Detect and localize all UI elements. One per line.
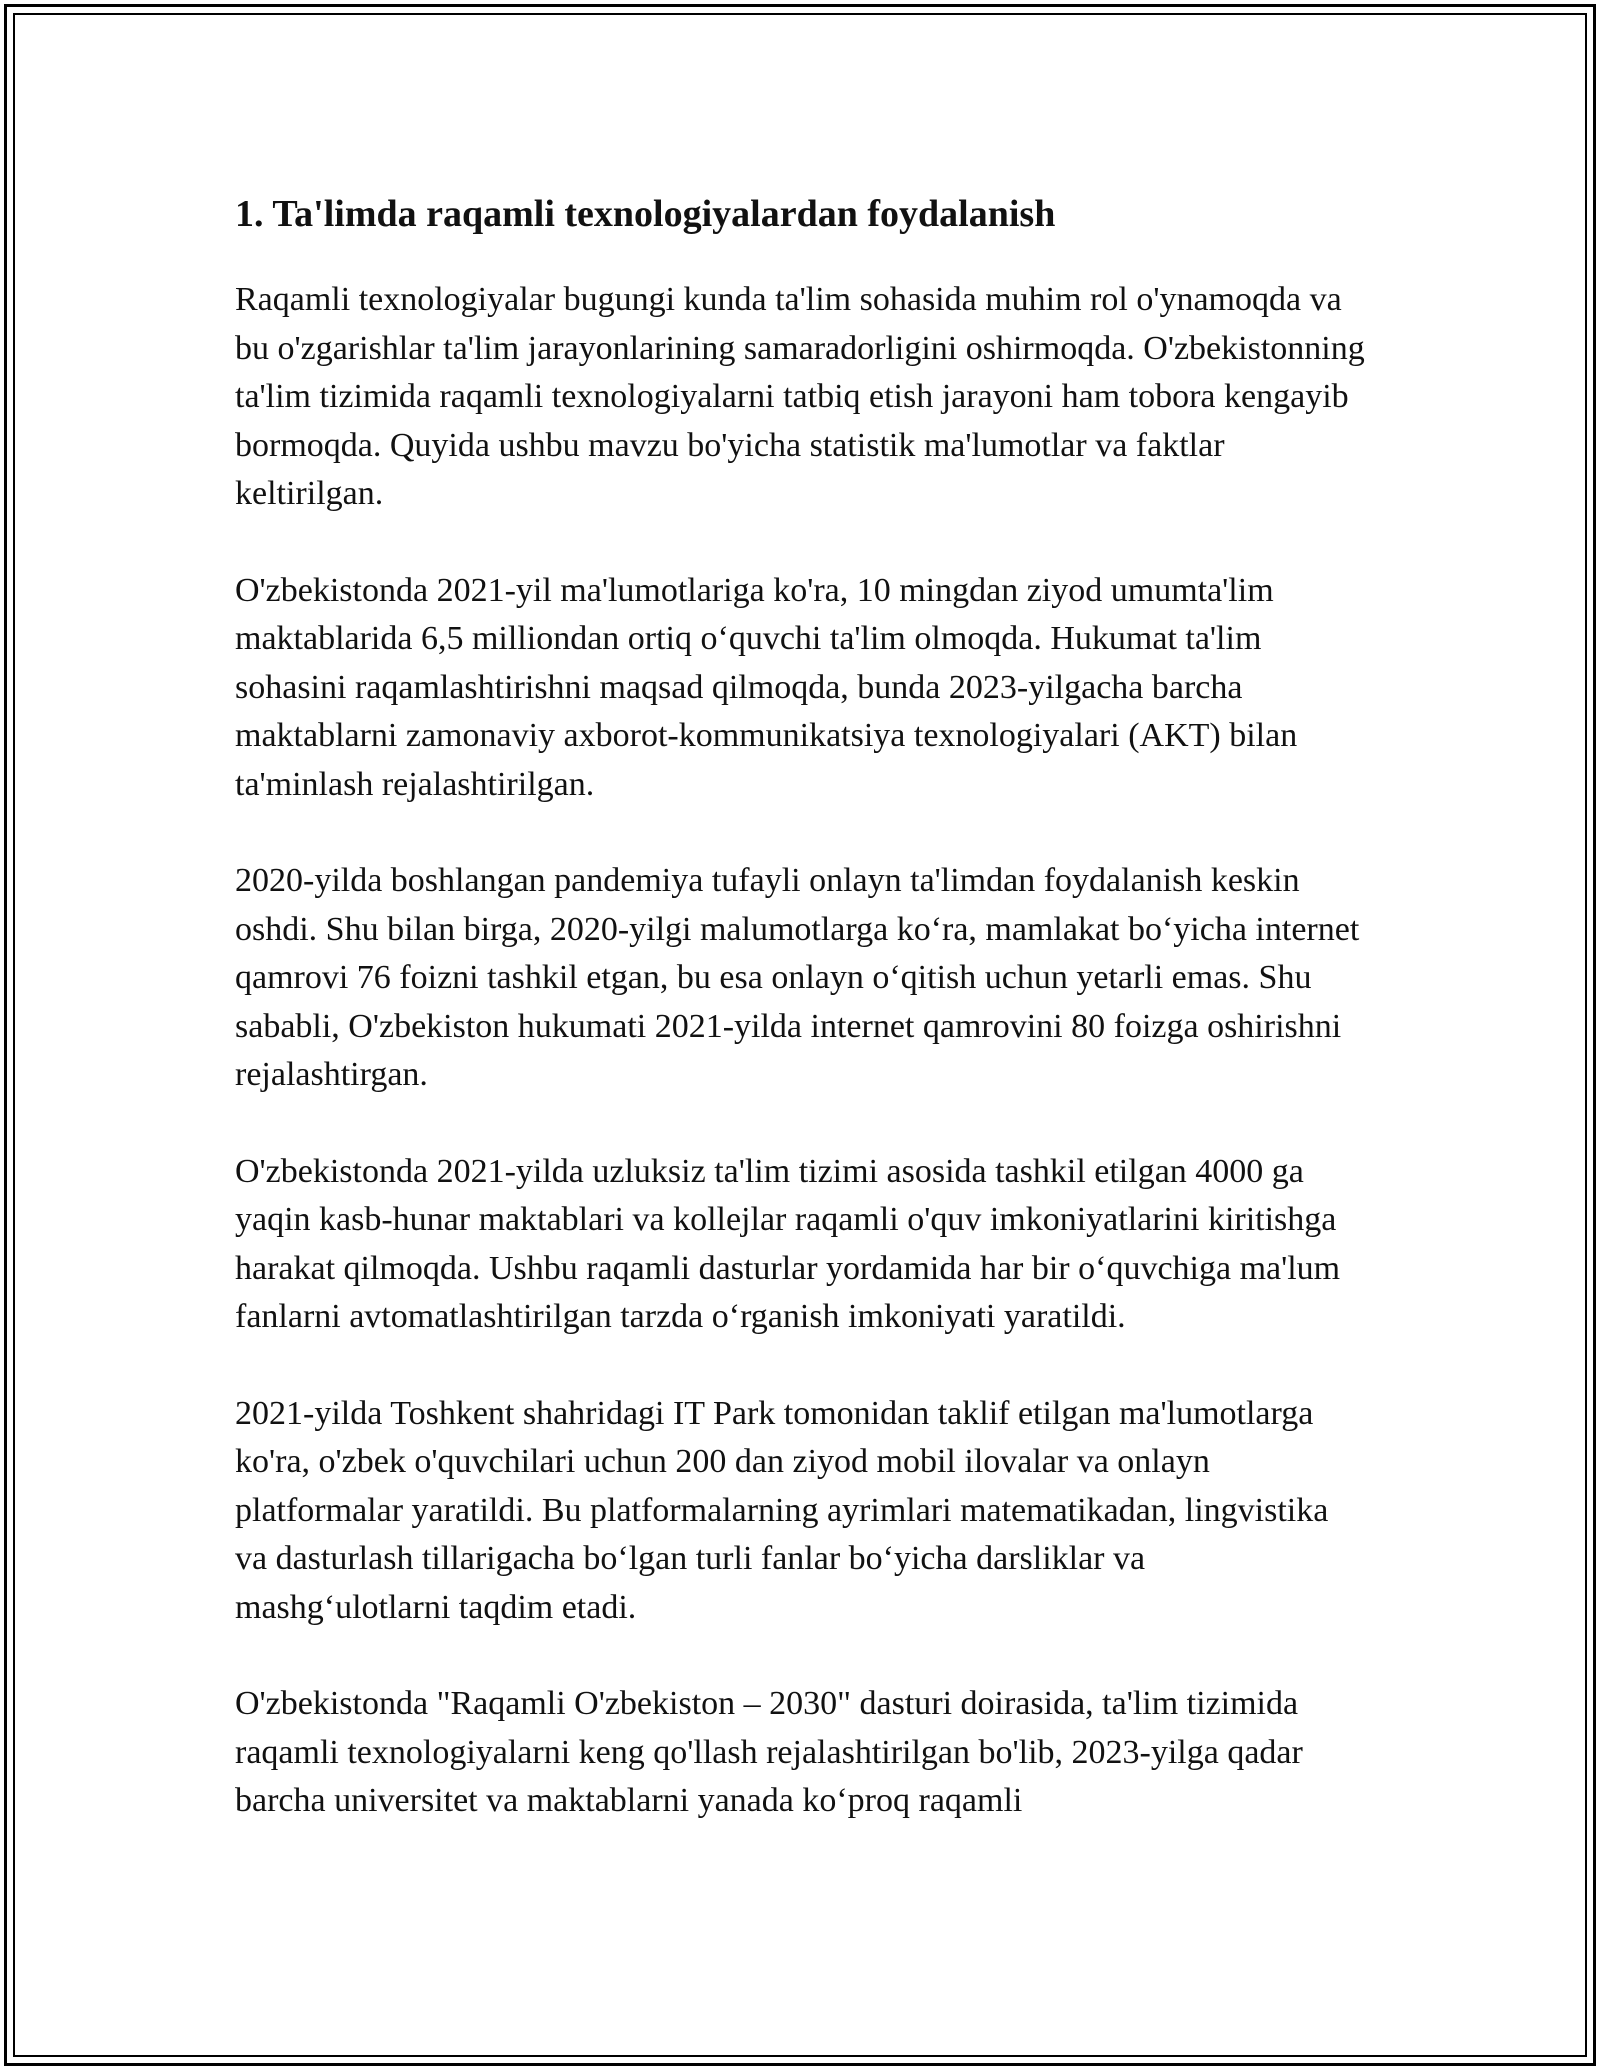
paragraph-pandemic-internet: 2020-yilda boshlangan pandemiya tufayli onlayn ta'limdan foydalanish keskin oshdi. Shu bilan birga, 2020-yilgi malumotlarga ko‘ra, mamlakat bo‘yicha internet qamrovi 76 foizni tashkil etgan, bu esa onlayn o‘qitish uchun yetarli emas. Shu sababli, O'zbekiston hukumati 2021-yilda internet qamrovini 80 foizga oshirishni rejalashtirgan.: [235, 862, 1360, 1093]
paragraph-digital-uzbekistan-2030: O'zbekistonda "Raqamli O'zbekiston – 2030" dasturi doirasida, ta'lim tizimida raqamli texnologiyalarni keng qo'llash rejalashtirilgan bo'lib, 2023-yilga qadar barcha universitet va maktablarni yanada ko‘proq raqamli: [235, 1685, 1303, 1819]
paragraph-vocational-schools: O'zbekistonda 2021-yilda uzluksiz ta'lim tizimi asosida tashkil etilgan 4000 ga yaqin kasb-hunar maktablari va kollejlar raqamli o'quv imkoniyatlarini kiritishga harakat qilmoqda. Ushbu raqamli dasturlar yordamida har bir o‘quvchiga ma'lum fanlarni avtomatlashtirilgan tarzda o‘rganish imkoniyati yaratildi.: [235, 1152, 1341, 1335]
paragraph-intro: Raqamli texnologiyalar bugungi kunda ta'lim sohasida muhim rol o'ynamoqda va bu o'zgarishlar ta'lim jarayonlarining samaradorligini oshirmoqda. O'zbekistonning ta'lim tizimida raqamli texnologiyalarni tatbiq etish jarayoni ham tobora kengayib bormoqda. Quyida ushbu mavzu bo'yicha statistik ma'lumotlar va faktlar keltirilgan.: [235, 281, 1365, 512]
paragraph-it-park: 2021-yilda Toshkent shahridagi IT Park tomonidan taklif etilgan ma'lumotlarga ko'ra, o'zbek o'quvchilari uchun 200 dan ziyod mobil ilovalar va onlayn platformalar yaratildi. Bu platformalarning ayrimlari matematikadan, lingvistika va dasturlash tillarigacha bo‘lgan turli fanlar bo‘yicha darsliklar va mashg‘ulotlarni taqdim etadi.: [235, 1394, 1329, 1626]
document-page: [235, 188, 1365, 1874]
paragraph-schools-statistics: O'zbekistonda 2021-yil ma'lumotlariga ko'ra, 10 mingdan ziyod umumta'lim maktablarida 6,5 milliondan ortiq o‘quvchi ta'lim olmoqda. Hukumat ta'lim sohasini raqamlashtirishni maqsad qilmoqda, bunda 2023-yilgacha barcha maktablarni zamonaviy axborot-kommunikatsiya texnologiyalari (AKT) bilan ta'minlash rejalashtirilgan.: [235, 571, 1298, 803]
document-title: 1. Ta'limda raqamli texnologiyalardan foydalanish: [235, 193, 1056, 235]
